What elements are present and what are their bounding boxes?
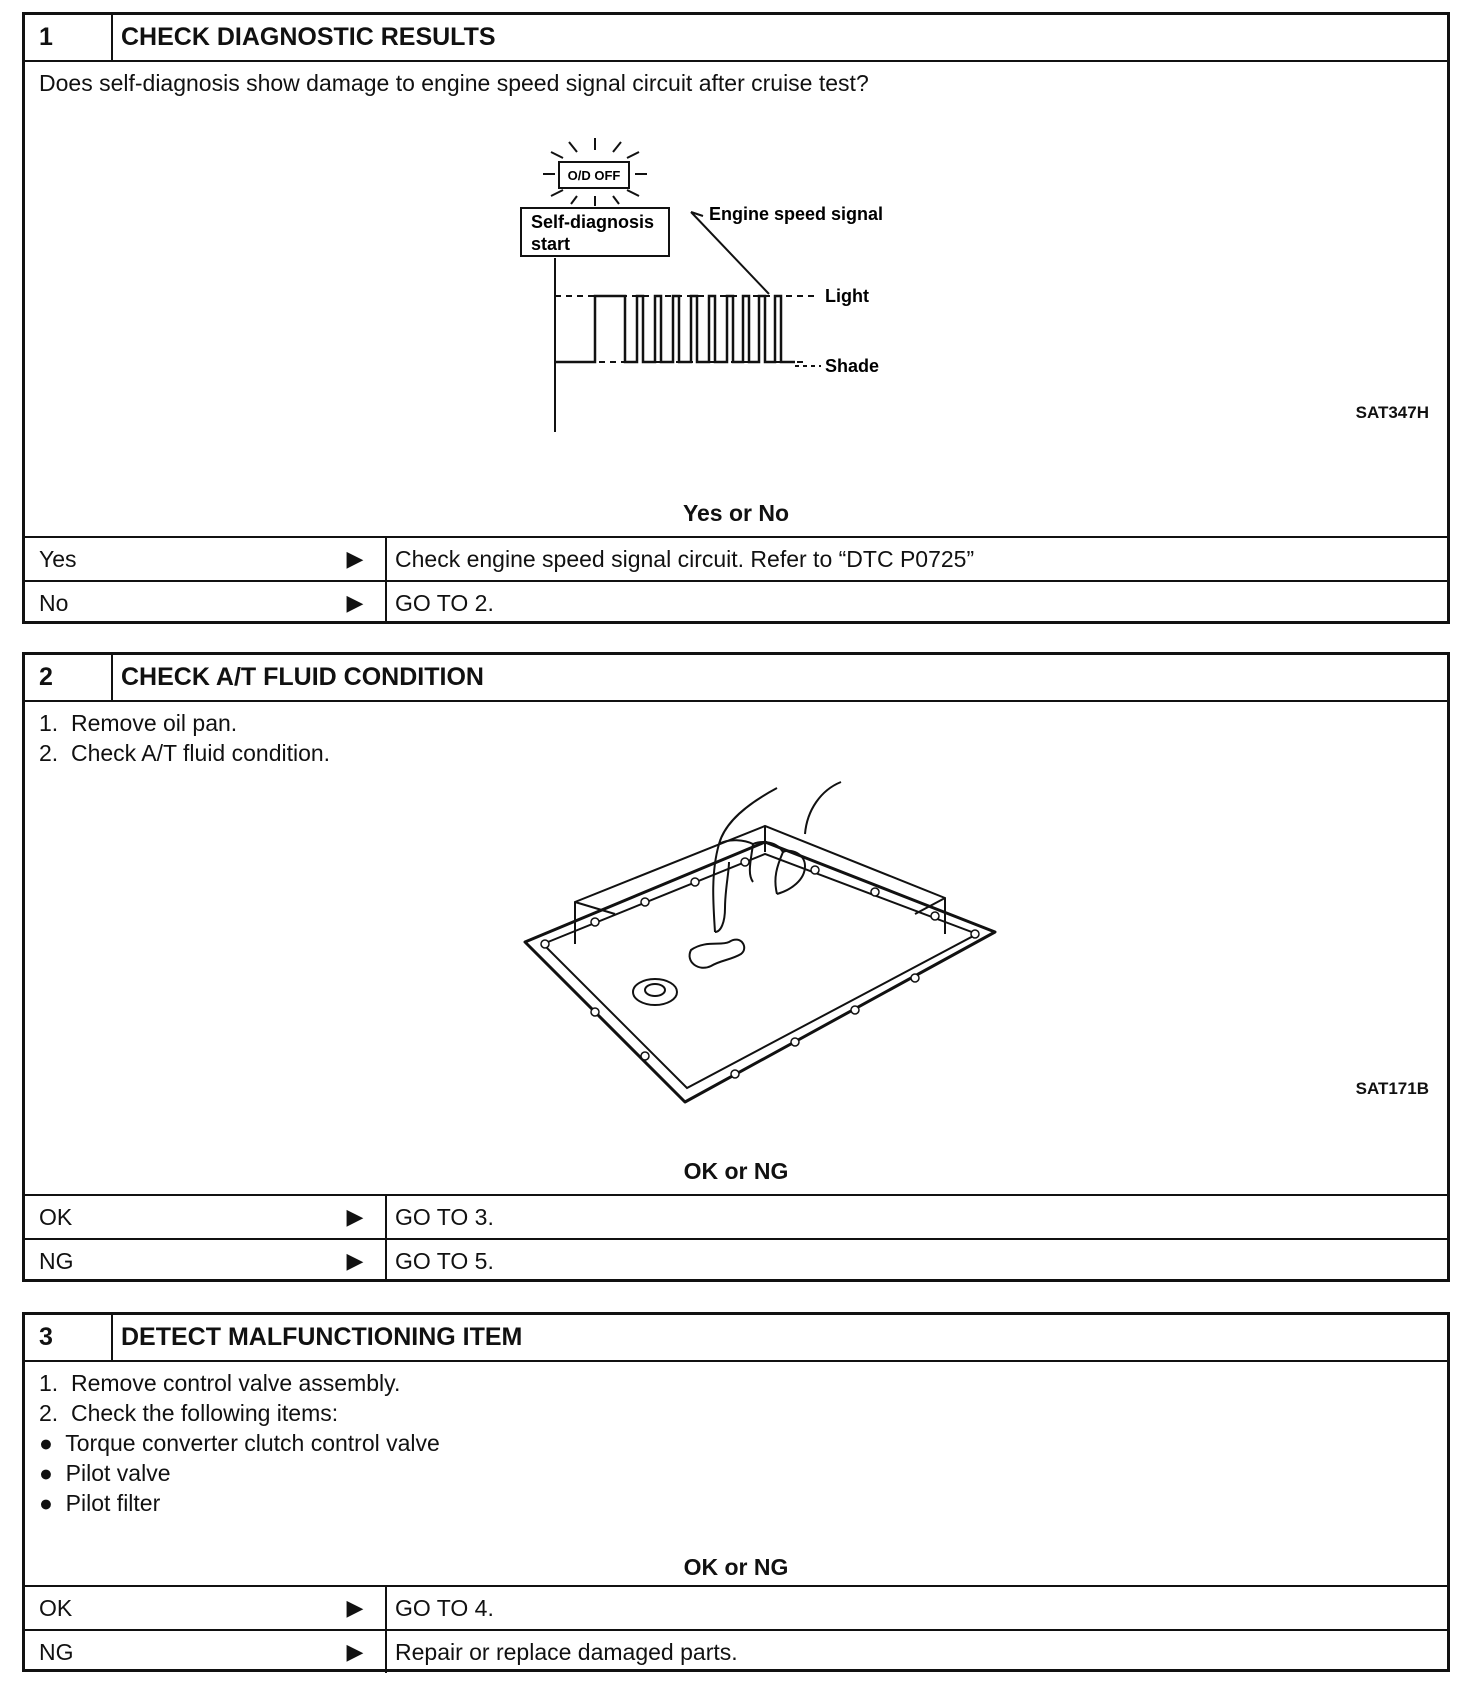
step-2-header [25, 655, 1447, 702]
arrow-icon: ▶ [346, 1639, 364, 1664]
result-key: Yes [39, 545, 77, 572]
engine-speed-waveform [555, 296, 795, 362]
instruction-line: 1. Remove oil pan. [39, 710, 238, 736]
result-key: No [39, 589, 69, 616]
figure-id: SAT171B [1355, 1079, 1429, 1098]
drain-magnet [633, 979, 677, 1005]
arrow-icon: ▶ [346, 1595, 364, 1620]
checklist-item: ● Pilot valve [39, 1460, 171, 1486]
step-title: DETECT MALFUNCTIONING ITEM [121, 1323, 523, 1351]
start-box-line2: start [531, 234, 571, 254]
instruction-line: 2. Check A/T fluid condition. [39, 740, 331, 766]
engine-speed-signal-label: Engine speed signal [709, 204, 884, 224]
result-action: Repair or replace damaged parts. [385, 1631, 1447, 1673]
step-number: 1 [25, 15, 113, 60]
step-3-body [25, 1362, 1447, 1585]
shade-label: Shade [825, 356, 880, 376]
oil-pan-outline [525, 842, 995, 1102]
result-key: OK [39, 1203, 73, 1230]
result-key: NG [39, 1638, 74, 1665]
self-diagnosis-figure [531, 132, 1005, 452]
step-1-body [25, 62, 1447, 536]
decision-question: OK or NG [683, 1554, 789, 1580]
step-3-header [25, 1315, 1447, 1362]
step-1-block [22, 12, 1450, 624]
figure-id: SAT347H [1355, 403, 1429, 422]
result-action: GO TO 4. [385, 1587, 1447, 1629]
result-row [25, 1194, 1447, 1238]
step-3-block [22, 1312, 1450, 1672]
step-title: CHECK DIAGNOSTIC RESULTS [121, 23, 496, 51]
oil-pan-figure [515, 782, 1015, 1122]
instruction-line: 2. Check the following items: [39, 1400, 339, 1426]
step-1-header [25, 15, 1447, 62]
step-2-body [25, 702, 1447, 1194]
result-row [25, 1585, 1447, 1629]
arrow-icon: ▶ [346, 590, 364, 615]
step-number: 2 [25, 655, 113, 700]
step-2-block [22, 652, 1450, 1282]
light-label: Light [825, 286, 869, 306]
instruction-line: 1. Remove control valve assembly. [39, 1370, 401, 1396]
start-box-line1: Self-diagnosis [531, 212, 655, 232]
result-action: GO TO 3. [385, 1196, 1447, 1238]
step-title: CHECK A/T FLUID CONDITION [121, 663, 484, 691]
result-row [25, 1629, 1447, 1673]
result-row [25, 580, 1447, 624]
arrow-icon: ▶ [346, 1204, 364, 1229]
lamp-label: O/D OFF [567, 168, 621, 183]
instruction-line: Does self-diagnosis show damage to engine speed signal circuit after cruise test? [39, 70, 869, 96]
decision-question: OK or NG [683, 1158, 789, 1184]
result-row [25, 1238, 1447, 1282]
checklist-item: ● Torque converter clutch control valve [39, 1430, 440, 1456]
result-key: OK [39, 1594, 73, 1621]
result-key: NG [39, 1247, 74, 1274]
arrow-icon: ▶ [346, 546, 364, 571]
result-action: GO TO 5. [385, 1240, 1447, 1282]
result-action: Check engine speed signal circuit. Refer to “DTC P0725” [385, 538, 1447, 580]
arrow-icon: ▶ [346, 1248, 364, 1273]
result-action: GO TO 2. [385, 582, 1447, 624]
checklist-item: ● Pilot filter [39, 1490, 161, 1516]
step-number: 3 [25, 1315, 113, 1360]
decision-question: Yes or No [682, 500, 790, 526]
result-row [25, 536, 1447, 580]
